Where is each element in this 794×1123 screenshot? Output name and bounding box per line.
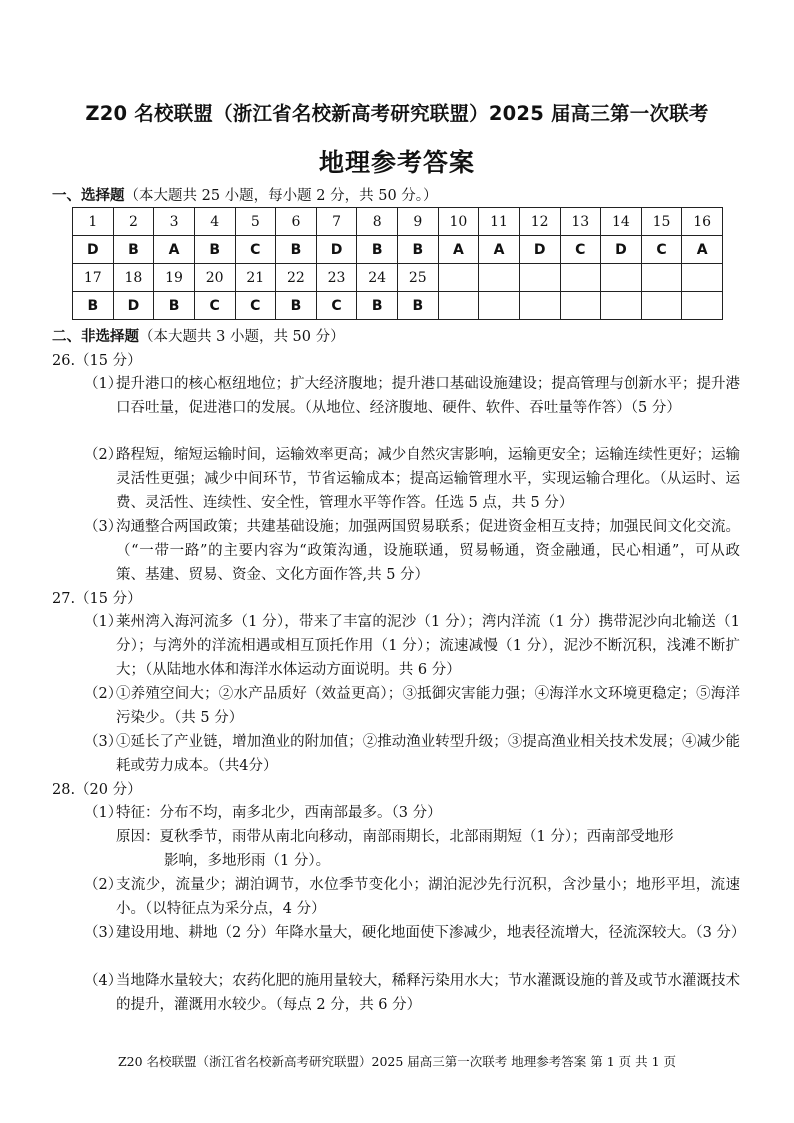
answer-letter-cell: D: [113, 292, 154, 320]
answer-number-cell: 25: [398, 264, 439, 292]
question-27-number: 27.（15 分）: [52, 591, 142, 607]
q28-part3-label: （3）: [84, 925, 123, 941]
answer-number-cell: 5: [235, 208, 276, 236]
q27-part3-text: ①延长了产业链，增加渔业的附加值；②推动渔业转型升级；③提高渔业相关技术发展；④减少能耗或劳力成本。（共4分）: [116, 734, 740, 774]
question-28-number: 28.（20 分）: [52, 782, 142, 798]
answer-letter-cell: [438, 292, 479, 320]
answer-number-cell: 13: [560, 208, 601, 236]
answer-letter-cell: B: [357, 292, 398, 320]
answer-letter-cell: A: [479, 236, 520, 264]
answer-letter-cell: [682, 292, 723, 320]
answer-letter-cell: B: [73, 292, 114, 320]
q26-part2: [84, 443, 740, 515]
q26-part3: [84, 515, 740, 587]
answer-number-cell: [438, 264, 479, 292]
q28-part1-reason-line1: 原因：夏秋季节，雨带从南北向移动，南部雨期长，北部雨期短（1 分）；西南部受地形: [116, 829, 674, 845]
answer-number-cell: 11: [479, 208, 520, 236]
answer-number-cell: 17: [73, 264, 114, 292]
answer-letter-cell: B: [276, 292, 317, 320]
q26-part1-label: （1）: [84, 376, 123, 392]
q26-part2-label: （2）: [84, 447, 123, 463]
answer-number-cell: [519, 264, 560, 292]
section2-heading: 二、非选择题: [52, 329, 139, 345]
answer-letter-cell: [601, 292, 642, 320]
answer-number-cell: 22: [276, 264, 317, 292]
answer-table-row-answers-1: [73, 236, 723, 264]
answer-letter-cell: C: [235, 292, 276, 320]
answer-letter-cell: C: [194, 292, 235, 320]
q27-part1-text: 莱州湾入海河流多（1 分），带来了丰富的泥沙（1 分）；湾内洋流（1 分）携带泥沙向北输送（1 分）；与湾外的洋流相遇或相互顶托作用（1 分）；流速减慢（1 分），泥沙不断沉积，浅滩不断扩大；（从陆地水体和海洋水体运动方面说明。共 6 分）: [116, 614, 740, 678]
q27-part3: [84, 730, 740, 778]
answer-number-cell: 15: [641, 208, 682, 236]
section2-heading-line: [52, 325, 345, 346]
answer-letter-cell: C: [641, 236, 682, 264]
answer-number-cell: 7: [316, 208, 357, 236]
answer-number-cell: 3: [154, 208, 195, 236]
answer-number-cell: [479, 264, 520, 292]
answer-letter-cell: B: [357, 236, 398, 264]
answer-letter-cell: B: [154, 292, 195, 320]
answer-table: [72, 207, 723, 320]
answer-letter-cell: A: [154, 236, 195, 264]
answer-letter-cell: B: [398, 236, 439, 264]
answer-number-cell: 24: [357, 264, 398, 292]
answer-number-cell: 19: [154, 264, 195, 292]
q27-part2-label: （2）: [84, 686, 123, 702]
answer-number-cell: 9: [398, 208, 439, 236]
q26-part1: [84, 372, 740, 420]
q28-part4: [84, 969, 740, 1017]
q26-part3-text: 沟通整合两国政策；共建基础设施；加强两国贸易联系；促进资金相互支持；加强民间文化交流。（“一带一路”的主要内容为“政策沟通，设施联通，贸易畅通，资金融通，民心相通”，可从政策、基建、贸易、资金、文化方面作答,共 5 分）: [116, 519, 740, 583]
answer-number-cell: 23: [316, 264, 357, 292]
q28-part1: [84, 801, 740, 825]
q28-part3: [84, 921, 746, 945]
q28-part1-reason-line2: 影响，多地形雨（1 分）。: [164, 853, 331, 869]
answer-letter-cell: D: [316, 236, 357, 264]
answer-number-cell: 8: [357, 208, 398, 236]
q27-part1: [84, 610, 740, 682]
q28-part4-text: 当地降水量较大；农药化肥的施用量较大，稀释污染用水大；节水灌溉设施的普及或节水灌溉技术的提升，灌溉用水较少。（每点 2 分，共 6 分）: [116, 973, 740, 1013]
answer-letter-cell: B: [113, 236, 154, 264]
answer-number-cell: 20: [194, 264, 235, 292]
q27-part1-label: （1）: [84, 614, 123, 630]
q27-part3-label: （3）: [84, 734, 123, 750]
answer-number-cell: 12: [519, 208, 560, 236]
q28-part2-label: （2）: [84, 877, 123, 893]
answer-table-row-numbers-2: [73, 264, 723, 292]
q28-part2-text: 支流少，流量少；湖泊调节，水位季节变化小；湖泊泥沙先行沉积，含沙量小；地形平坦，流速小。（以特征点为采分点，4 分）: [116, 877, 740, 917]
q28-part4-label: （4）: [84, 973, 123, 989]
answer-letter-cell: C: [316, 292, 357, 320]
answer-number-cell: 18: [113, 264, 154, 292]
answer-letter-cell: [519, 292, 560, 320]
q28-part1-text: 特征：分布不均，南多北少，西南部最多。（3 分）: [116, 805, 442, 821]
section1-heading: 一、选择题: [52, 188, 125, 204]
answer-letter-cell: D: [73, 236, 114, 264]
answer-number-cell: 1: [73, 208, 114, 236]
answer-number-cell: [641, 264, 682, 292]
answer-number-cell: 2: [113, 208, 154, 236]
answer-number-cell: 6: [276, 208, 317, 236]
q26-part1-text: 提升港口的核心枢纽地位；扩大经济腹地；提升港口基础设施建设；提高管理与创新水平；提升港口吞吐量，促进港口的发展。（从地位、经济腹地、硬件、软件、吞吐量等作答）（5 分）: [116, 376, 740, 416]
answer-number-cell: [560, 264, 601, 292]
page-footer: Z20 名校联盟（浙江省名校新高考研究联盟）2025 届高三第一次联考 地理参考答案 第 1 页 共 1 页: [117, 1054, 677, 1069]
q26-part2-text: 路程短，缩短运输时间，运输效率更高；减少自然灾害影响，运输更安全；运输连续性更好；运输灵活性更强；减少中间环节，节省运输成本；提高运输管理水平，实现运输合理化。（从运时、运费、灵活性、连续性、安全性，管理水平等作答。任选 5 点，共 5 分）: [116, 447, 740, 511]
answer-number-cell: 4: [194, 208, 235, 236]
q28-part3-text: 建设用地、耕地（2 分）年降水量大，硬化地面使下渗减少，地表径流增大，径流深较大。（3 分）: [116, 925, 746, 941]
section1-note: （本大题共 25 小题，每小题 2 分，共 50 分。）: [124, 188, 438, 204]
answer-letter-cell: D: [519, 236, 560, 264]
document-subtitle: 地理参考答案: [318, 148, 475, 177]
answer-number-cell: 14: [601, 208, 642, 236]
answer-letter-cell: [641, 292, 682, 320]
answer-number-cell: 16: [682, 208, 723, 236]
answer-letter-cell: [560, 292, 601, 320]
q28-part1-label: （1）: [84, 805, 123, 821]
answer-letter-cell: D: [601, 236, 642, 264]
answer-letter-cell: A: [438, 236, 479, 264]
q27-part2: [84, 682, 740, 730]
question-26-number: 26.（15 分）: [52, 353, 142, 369]
answer-letter-cell: C: [235, 236, 276, 264]
answer-letter-cell: C: [560, 236, 601, 264]
q27-part2-text: ①养殖空间大；②水产品质好（效益更高）；③抵御灾害能力强；④海洋水文环境更稳定；⑤海洋污染少。（共 5 分）: [116, 686, 740, 726]
answer-number-cell: [682, 264, 723, 292]
answer-number-cell: 21: [235, 264, 276, 292]
answer-table-row-numbers-1: [73, 208, 723, 236]
answer-number-cell: [601, 264, 642, 292]
document-title: Z20 名校联盟（浙江省名校新高考研究联盟）2025 届高三第一次联考: [85, 102, 709, 125]
answer-letter-cell: [479, 292, 520, 320]
answer-letter-cell: A: [682, 236, 723, 264]
answer-letter-cell: B: [276, 236, 317, 264]
section2-note: （本大题共 3 小题，共 50 分）: [139, 329, 345, 345]
q28-part2: [84, 873, 740, 921]
q26-part3-label: （3）: [84, 519, 123, 535]
answer-table-row-answers-2: [73, 292, 723, 320]
section1-heading-line: [52, 184, 438, 205]
answer-letter-cell: B: [194, 236, 235, 264]
answer-number-cell: 10: [438, 208, 479, 236]
answer-letter-cell: B: [398, 292, 439, 320]
